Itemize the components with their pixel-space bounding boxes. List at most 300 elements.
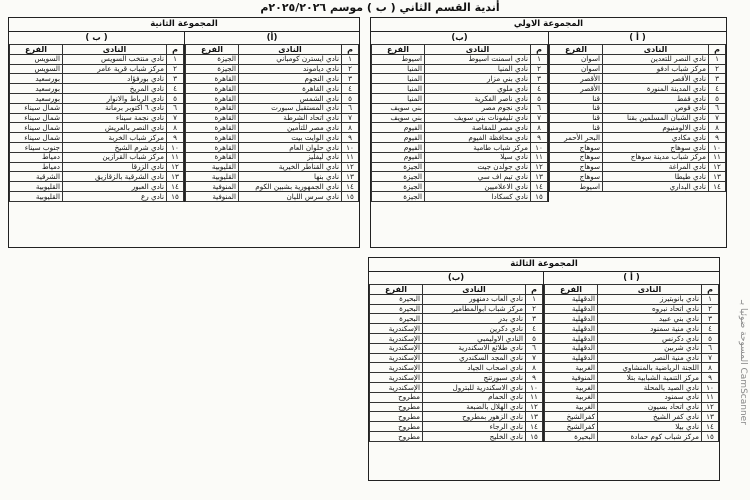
row-number: ١٤ [167,182,184,192]
row-number: ٨ [167,123,184,133]
club-name: نادي بنها [239,172,342,182]
table-row [370,402,543,412]
branch-name: مطروح [370,431,423,441]
table-row [545,353,719,363]
table-row [545,343,719,353]
club-name: نادي المريخ [63,84,167,94]
table-row [370,324,543,334]
club-name: نادي اتحاد الشرطة [239,113,342,123]
club-name: نادي بني مزار [425,74,531,84]
table-row [10,84,184,94]
branch-name: الشرقية [10,172,63,182]
branch-name: الفيوم [372,133,425,143]
table-row [545,422,719,432]
table-row [10,64,184,74]
column-header-m: م [526,285,543,295]
club-name: نادي طلائع الاسكندرية [423,343,526,353]
branch-name: البحيرة [545,431,598,441]
branch-name: قنا [550,123,603,133]
table-row [550,133,726,143]
club-name: نادي المجد السكندري [423,353,526,363]
row-number: ١٢ [167,162,184,172]
club-name: نادي البداري [603,182,709,192]
row-number: ٩ [709,133,726,143]
club-name: نادي مكادي [603,133,709,143]
branch-name: القليوبية [186,172,239,182]
club-name: مركز شباب مدينة سوهاج [603,152,709,162]
row-number: ١١ [709,152,726,162]
table-row [372,162,548,172]
club-name: نادي الرباط والانوار [63,93,167,103]
table-row [545,402,719,412]
column-header-branch: الفرع [545,285,598,295]
club-name: نادي بني عبيد [598,314,702,324]
table-row [550,93,726,103]
row-number: ٨ [342,123,359,133]
table-row [370,294,543,304]
row-number: ١٢ [709,162,726,172]
row-number: ١ [531,54,548,64]
table-row [186,182,359,192]
group-1-sheet [370,17,727,248]
table-row [370,431,543,441]
branch-name: القليوبية [10,191,63,201]
row-number: ١٣ [531,172,548,182]
club-name: نادي سوهاج [603,142,709,152]
row-number: ٣ [702,314,719,324]
branch-name: الجيزة [372,191,425,201]
table-row [186,54,359,64]
table-row [550,182,726,192]
row-number: ١٣ [702,412,719,422]
club-name: نادي مصر للتأمين [239,123,342,133]
table-header-row [550,45,726,55]
row-number: ٨ [526,363,543,373]
group-3-sub-b: (ب) [447,273,465,283]
club-name: نادي المراغة [603,162,709,172]
table-row [186,123,359,133]
table-row [10,133,184,143]
branch-name: شمال سيناء [10,103,63,113]
branch-name: سوهاج [550,162,603,172]
club-name: مركز شباب طامية [425,142,531,152]
table-row [370,314,543,324]
table-row [372,172,548,182]
row-number: ١٤ [702,422,719,432]
table-row [372,74,548,84]
row-number: ٧ [342,113,359,123]
table-row [372,142,548,152]
club-name: نادي بورفؤاد [63,74,167,84]
branch-name: الغربية [545,363,598,373]
table-row [550,103,726,113]
branch-name: شمال سيناء [10,123,63,133]
branch-name: الإسكندرية [370,333,423,343]
branch-name: شمال سيناء [10,113,63,123]
table-row [186,172,359,182]
group-2-sheet [8,17,360,248]
branch-name: قنا [550,113,603,123]
branch-name: الدقهلية [545,343,598,353]
table-row [545,333,719,343]
table-row [372,133,548,143]
club-name: نادي الحمام [423,392,526,402]
branch-name: مطروح [370,402,423,412]
branch-name: الدقهلية [545,294,598,304]
table-row [550,113,726,123]
row-number: ٤ [342,84,359,94]
table-row [370,343,543,353]
row-number: ١٣ [167,172,184,182]
row-number: ٧ [709,113,726,123]
row-number: ١٠ [702,382,719,392]
column-header-club: النادى [603,45,709,55]
club-name: نادي شرم الشيخ [63,142,167,152]
table-row [10,191,184,201]
club-name: نادي المنيا [425,64,531,74]
column-header-club: النادى [425,45,531,55]
club-name: نادي بدر [423,314,526,324]
row-number: ١٠ [342,142,359,152]
row-number: ٣ [167,74,184,84]
club-name: نادي منية سمنود [598,324,702,334]
club-name: نادي جولدن جيت [425,162,531,172]
club-name: نادي ليفليز [239,152,342,162]
row-number: ٥ [342,93,359,103]
group-2-sub-b: ( ب ) [85,33,108,43]
column-header-m: م [702,285,719,295]
club-name: نادي القناطر الخيرية [239,162,342,172]
table-row [545,363,719,373]
row-number: ١٣ [526,412,543,422]
club-name: نادي رع [63,191,167,201]
table-row [545,431,719,441]
row-number: ٢ [531,64,548,74]
table-row [370,412,543,422]
club-name: نادي كسكادا [425,191,531,201]
club-name: نادي الزرقا [63,162,167,172]
row-number: ١٠ [709,142,726,152]
row-number: ١٥ [531,191,548,201]
branch-name: القاهرة [186,93,239,103]
branch-name: الإسكندرية [370,373,423,383]
row-number: ٢ [702,304,719,314]
row-number: ١٣ [709,172,726,182]
club-name: مركز شباب كوم حمادة [598,431,702,441]
table-row [370,304,543,314]
branch-name: دمياط [10,152,63,162]
club-name: نادي دكرين [423,324,526,334]
row-number: ١٤ [531,182,548,192]
row-number: ٢ [709,64,726,74]
branch-name: بني سويف [372,113,425,123]
club-name: نادي سمنود [598,392,702,402]
table-row [10,182,184,192]
club-name: نادي طيطا [603,172,709,182]
row-number: ٤ [167,84,184,94]
row-number: ١ [167,54,184,64]
branch-name: اسوان [550,64,603,74]
branch-name: القاهرة [186,123,239,133]
table-row [186,191,359,201]
row-number: ٣ [531,74,548,84]
row-number: ٧ [531,113,548,123]
branch-name: اسوان [550,54,603,64]
table-row [550,54,726,64]
branch-name: البحيرة [370,314,423,324]
branch-name: بورسعيد [10,84,63,94]
group-3-table-a [544,284,719,442]
table-row [545,373,719,383]
club-name: نادي الاعلاميين [425,182,531,192]
branch-name: قنا [550,93,603,103]
branch-name: الفيوم [372,123,425,133]
branch-name: الغربية [545,402,598,412]
table-row [186,64,359,74]
club-name: نادي الزهور بمطروح [423,412,526,422]
table-header-row [545,285,719,295]
table-row [545,382,719,392]
row-number: ٩ [167,133,184,143]
column-header-m: م [342,45,359,55]
branch-name: الغربية [545,392,598,402]
row-number: ٢ [342,64,359,74]
group-2-sub-a: (أ) [266,33,278,43]
club-name: نادي دكرنس [598,333,702,343]
branch-name: البحيرة [370,294,423,304]
row-number: ١٤ [526,422,543,432]
club-name: نادي ٦ اكتوبر برمانة [63,103,167,113]
group-3-table-b [369,284,543,442]
club-name: نادي القاهرة [239,84,342,94]
club-name: نادي الهلال بالضبعة [423,402,526,412]
club-name: نادي ناصر الفكرية [425,93,531,103]
row-number: ٩ [342,133,359,143]
branch-name: الإسكندرية [370,382,423,392]
table-row [186,103,359,113]
group-3-title: المجموعة الثالثة [369,258,719,272]
branch-name: المنيا [372,74,425,84]
branch-name: الجيزة [372,182,425,192]
group-1-title: المجموعة الاولي [371,18,726,32]
table-header-row [370,285,543,295]
club-name: نادي النصر بالعريش [63,123,167,133]
branch-name: الفيوم [372,142,425,152]
branch-name: السويس [10,64,63,74]
branch-name: كفرالشيخ [545,422,598,432]
branch-name: الفيوم [372,152,425,162]
table-header-row [186,45,359,55]
table-row [186,152,359,162]
table-row [372,182,548,192]
club-name: نادي النجوم [239,74,342,84]
branch-name: البحر الأحمر [550,133,603,143]
branch-name: جنوب سيناء [10,142,63,152]
row-number: ٤ [531,84,548,94]
branch-name: الجيزة [372,162,425,172]
branch-name: القاهرة [186,103,239,113]
row-number: ٣ [526,314,543,324]
group-3-sheet [368,257,720,481]
row-number: ٦ [702,343,719,353]
table-row [370,373,543,383]
table-row [10,123,184,133]
branch-name: الدقهلية [545,333,598,343]
club-name: نادي كفر الشيخ [598,412,702,422]
row-number: ١١ [531,152,548,162]
branch-name: البحيرة [370,304,423,314]
club-name: نادي نجوم مصر [425,103,531,113]
branch-name: القاهرة [186,74,239,84]
branch-name: القليوبية [10,182,63,192]
row-number: ١ [709,54,726,64]
branch-name: المنيا [372,84,425,94]
club-name: مركز شباب ادفو [603,64,709,74]
table-row [10,172,184,182]
branch-name: شمال سيناء [10,133,63,143]
branch-name: المنيا [372,93,425,103]
row-number: ٦ [167,103,184,113]
row-number: ٤ [526,324,543,334]
table-header-row [10,45,184,55]
club-name: نادي ايسترن كومباني [239,54,342,64]
table-row [545,304,719,314]
group-1-table-b [371,44,548,202]
club-name: اللجنة الرياضية بالمنشاوي [598,363,702,373]
club-name: نادي المدينة المنورة [603,84,709,94]
club-name: نادي العاب دمنهور [423,294,526,304]
row-number: ٤ [702,324,719,334]
club-name: نادي شربين [598,343,702,353]
club-name: نادي الصيد بالمحلة [598,382,702,392]
club-name: نادي الشرقية بالزقازيق [63,172,167,182]
group-2-table-b [9,44,184,202]
club-name: مركز التنمية الشبابية بتلا [598,373,702,383]
row-number: ٥ [526,333,543,343]
club-name: نادي ملوي [425,84,531,94]
table-row [550,74,726,84]
table-row [186,142,359,152]
table-row [370,422,543,432]
table-row [186,74,359,84]
table-row [10,74,184,84]
row-number: ٩ [526,373,543,383]
club-name: مركز شباب ابوالمطامير [423,304,526,314]
column-header-m: م [531,45,548,55]
table-row [545,392,719,402]
row-number: ١١ [702,392,719,402]
table-row [370,333,543,343]
club-name: نادي المستقبل سبورت [239,103,342,113]
table-header-row [372,45,548,55]
row-number: ٥ [702,333,719,343]
club-name: نادي الالومنيوم [603,123,709,133]
row-number: ١٣ [342,172,359,182]
branch-name: مطروح [370,412,423,422]
column-header-branch: الفرع [372,45,425,55]
row-number: ١٢ [342,162,359,172]
club-name: نادي سبورتنج [423,373,526,383]
group-1-table-a [549,44,726,192]
row-number: ٢ [167,64,184,74]
club-name: نادي منتخب السويس [63,54,167,64]
branch-name: الإسكندرية [370,353,423,363]
table-row [372,113,548,123]
branch-name: الدقهلية [545,304,598,314]
table-row [372,64,548,74]
branch-name: الغربية [545,382,598,392]
branch-name: دمياط [10,162,63,172]
row-number: ١ [342,54,359,64]
row-number: ٧ [526,353,543,363]
row-number: ٦ [531,103,548,113]
table-row [545,412,719,422]
branch-name: اسيوط [372,54,425,64]
row-number: ١٠ [167,142,184,152]
row-number: ٥ [531,93,548,103]
table-row [372,103,548,113]
table-row [186,162,359,172]
column-header-branch: الفرع [550,45,603,55]
table-row [372,93,548,103]
table-row [372,84,548,94]
table-row [372,152,548,162]
row-number: ١٢ [531,162,548,172]
branch-name: القاهرة [186,152,239,162]
table-row [550,152,726,162]
club-name: نادي سيلا [425,152,531,162]
table-row [550,123,726,133]
row-number: ٤ [709,84,726,94]
table-row [186,133,359,143]
branch-name: المنوفية [186,191,239,201]
branch-name: القاهرة [186,142,239,152]
table-row [550,142,726,152]
club-name: نادي الخليج [423,431,526,441]
table-row [372,123,548,133]
branch-name: كفرالشيخ [545,412,598,422]
camscanner-watermark: المسوحة ضوئيا بـ CamScanner [738,300,748,425]
club-name: نادي تيم اف سي [425,172,531,182]
row-number: ١٢ [702,402,719,412]
table-row [10,93,184,103]
branch-name: الأقصر [550,84,603,94]
club-name: نادي الشمس [239,93,342,103]
table-row [10,142,184,152]
club-name: نادي الوايت بيت [239,133,342,143]
branch-name: بني سويف [372,103,425,113]
row-number: ٧ [167,113,184,123]
club-name: نادي قوص [603,103,709,113]
column-header-branch: الفرع [186,45,239,55]
table-row [370,363,543,373]
club-name: نادي الاسكندرية للبترول [423,382,526,392]
branch-name: المنوفية [186,182,239,192]
club-name: مركز شباب الخربة [63,133,167,143]
club-name: نادي اسمنت اسيوط [425,54,531,64]
branch-name: الإسكندرية [370,343,423,353]
row-number: ٦ [526,343,543,353]
branch-name: قنا [550,103,603,113]
table-row [186,84,359,94]
table-row [10,152,184,162]
row-number: ٩ [531,133,548,143]
branch-name: الإسكندرية [370,363,423,373]
club-name: نادي اتحاد بسيون [598,402,702,412]
table-row [545,314,719,324]
table-row [550,172,726,182]
club-name: نادي منية النصر [598,353,702,363]
